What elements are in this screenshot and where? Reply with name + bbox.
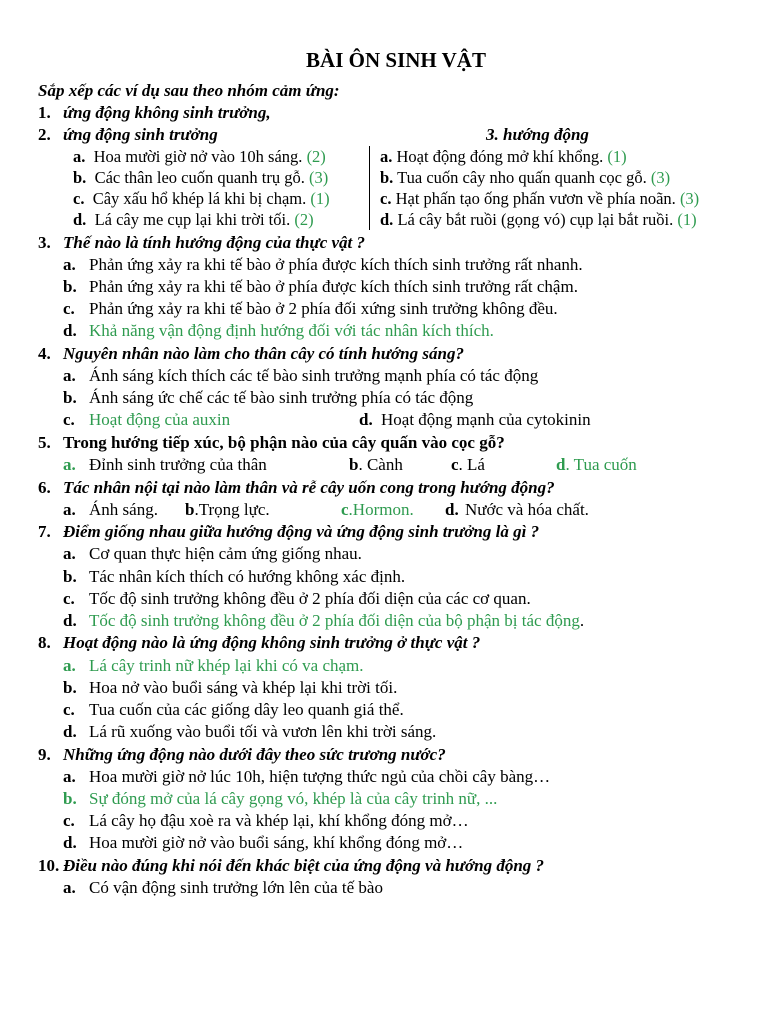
question-number: 10. bbox=[38, 855, 60, 875]
option-correct bbox=[38, 788, 768, 809]
option bbox=[445, 499, 589, 520]
option bbox=[38, 832, 768, 853]
option bbox=[38, 298, 768, 319]
option-text: Hoạt động của auxin bbox=[89, 410, 231, 430]
group-3-label: 3. hướng động bbox=[486, 125, 589, 144]
question-number: 9. bbox=[38, 744, 51, 764]
option-letter: a. bbox=[63, 655, 76, 675]
option bbox=[38, 766, 768, 787]
option-text: Sự đóng mở của lá cây gọng vó, khép là của cây trinh nữ, ... bbox=[89, 789, 498, 809]
right-item-text: Tua cuốn cây nho quấn quanh cọc gỗ. bbox=[397, 168, 647, 187]
option bbox=[38, 254, 768, 275]
option bbox=[63, 499, 185, 520]
question-text: Nguyên nhân nào làm cho thân cây có tính hướng sáng? bbox=[63, 343, 464, 363]
right-item-answer: (1) bbox=[607, 147, 627, 166]
question-number: 6. bbox=[38, 477, 51, 497]
option-letter: d. bbox=[63, 833, 77, 853]
option-tail: . bbox=[579, 610, 585, 630]
group-2-3-heading bbox=[38, 124, 768, 145]
option-letter: b bbox=[185, 499, 195, 519]
option-correct bbox=[38, 655, 768, 676]
right-item-letter: c. bbox=[380, 189, 392, 208]
option-letter: b bbox=[349, 455, 359, 474]
group-1-heading bbox=[38, 102, 768, 123]
left-item-answer: (2) bbox=[306, 147, 326, 166]
option-text: Lá rũ xuống vào buổi tối và vươn lên khi trời sáng. bbox=[89, 722, 437, 742]
left-item-text: Các thân leo cuốn quanh trụ gỗ. bbox=[94, 168, 305, 187]
option-letter: d bbox=[556, 455, 566, 474]
option-text: Lá cây trinh nữ khép lại khi có va chạm. bbox=[89, 655, 364, 675]
option-text: . Cành bbox=[358, 455, 403, 474]
left-item bbox=[73, 188, 359, 209]
left-item-letter: d. bbox=[73, 210, 87, 229]
option-letter: b. bbox=[63, 677, 77, 697]
right-item-answer: (1) bbox=[677, 210, 697, 229]
right-item-text: Hạt phấn tạo ống phấn vươn về phía noãn. bbox=[395, 189, 676, 208]
question-8 bbox=[38, 632, 768, 653]
option bbox=[38, 543, 768, 564]
option bbox=[38, 276, 768, 297]
right-item bbox=[380, 167, 740, 188]
option-text: . Lá bbox=[458, 455, 485, 474]
question-text: Hoạt động nào là ứng động không sinh trưởng ở thực vật ? bbox=[63, 633, 481, 653]
question-4 bbox=[38, 343, 768, 364]
option-text: Phản ứng xảy ra khi tế bào ở 2 phía đối xứng sinh trưởng không đều. bbox=[89, 299, 558, 319]
right-item bbox=[380, 146, 740, 167]
option-text: Tốc độ sinh trưởng không đều ở 2 phía đối diện của các cơ quan. bbox=[89, 588, 531, 608]
option-letter: d. bbox=[445, 499, 459, 519]
option-letter: b. bbox=[63, 566, 77, 586]
option bbox=[451, 454, 556, 475]
option bbox=[185, 499, 341, 520]
option-letter: c. bbox=[63, 299, 75, 319]
question-7 bbox=[38, 521, 768, 542]
option-letter: c. bbox=[63, 811, 75, 831]
group-1-label: ứng động không sinh trưởng, bbox=[63, 103, 271, 122]
question-text: Tác nhân nội tại nào làm thân và rễ cây uốn cong trong hướng động? bbox=[63, 477, 555, 497]
group-1-number: 1. bbox=[38, 103, 51, 122]
option-letter: a. bbox=[63, 499, 76, 519]
option-row bbox=[38, 499, 768, 520]
option-text: Lá cây họ đậu xoè ra và khép lại, khí khổng đóng mở… bbox=[89, 811, 469, 831]
option-text: Hoa mười giờ nở vào buổi sáng, khí khổng đóng mở… bbox=[89, 833, 464, 853]
right-item bbox=[380, 209, 740, 230]
left-item-letter: a. bbox=[73, 147, 86, 166]
option bbox=[38, 677, 768, 698]
left-item-answer: (2) bbox=[294, 210, 314, 229]
question-number: 3. bbox=[38, 232, 51, 252]
option bbox=[63, 454, 349, 475]
option-text: Hoạt động mạnh của cytokinin bbox=[381, 410, 591, 430]
option-letter: d. bbox=[63, 321, 77, 341]
question-6 bbox=[38, 477, 768, 498]
right-item-letter: a. bbox=[380, 147, 393, 166]
option-letter: a. bbox=[63, 878, 76, 898]
option-text: Cơ quan thực hiện cảm ứng giống nhau. bbox=[89, 544, 362, 564]
option bbox=[38, 387, 768, 408]
option-correct bbox=[38, 320, 768, 341]
option-letter: a. bbox=[63, 455, 76, 474]
option-text: Hoa nở vào buổi sáng và khép lại khi trời tối. bbox=[89, 677, 398, 697]
right-item-answer: (3) bbox=[650, 168, 671, 187]
option-text: .Trọng lực. bbox=[194, 499, 270, 519]
option-text: . Tua cuốn bbox=[565, 455, 637, 474]
question-10 bbox=[38, 855, 768, 876]
left-item-text: Lá cây me cụp lại khi trời tối. bbox=[94, 210, 291, 229]
option bbox=[38, 566, 768, 587]
option bbox=[38, 877, 768, 898]
group-2-label: ứng động sinh trưởng bbox=[63, 125, 218, 144]
question-text: Những ứng động nào dưới đây theo sức trương nước? bbox=[63, 744, 446, 764]
right-column bbox=[370, 146, 740, 230]
option-letter: c. bbox=[63, 588, 75, 608]
option-correct bbox=[38, 610, 768, 631]
option-letter: a. bbox=[63, 766, 76, 786]
question-number: 5. bbox=[38, 432, 51, 452]
question-text: Trong hướng tiếp xúc, bộ phận nào của cây quấn vào cọc gỗ? bbox=[63, 432, 505, 452]
option bbox=[38, 588, 768, 609]
option bbox=[38, 365, 768, 386]
left-item-letter: c. bbox=[73, 189, 85, 208]
question-5 bbox=[38, 432, 768, 453]
left-item bbox=[73, 209, 359, 230]
option-text: Hoa mười giờ nở lúc 10h, hiện tượng thức ngủ của chồi cây bàng… bbox=[89, 766, 551, 786]
option bbox=[38, 699, 768, 720]
option bbox=[349, 454, 451, 475]
option-letter: d. bbox=[63, 722, 77, 742]
option bbox=[38, 721, 768, 742]
option-letter: c bbox=[451, 455, 459, 474]
question-number: 4. bbox=[38, 343, 51, 363]
option-text: Khả năng vận động định hướng đối với tác nhân kích thích. bbox=[89, 321, 494, 341]
right-item-letter: d. bbox=[380, 210, 394, 229]
question-3 bbox=[38, 232, 768, 253]
option bbox=[38, 810, 768, 831]
option-row bbox=[38, 454, 768, 475]
page-title: BÀI ÔN SINH VẬT bbox=[306, 48, 486, 72]
option-correct bbox=[63, 409, 359, 430]
right-item-text: Lá cây bắt ruồi (gọng vó) cụp lại bắt ruồi. bbox=[397, 210, 674, 229]
instruction: Sắp xếp các ví dụ sau theo nhóm cảm ứng: bbox=[38, 81, 340, 100]
left-item-answer: (3) bbox=[309, 168, 329, 187]
question-text: Thế nào là tính hướng động của thực vật ? bbox=[63, 232, 366, 252]
option-text: Nước và hóa chất. bbox=[465, 499, 589, 519]
question-number: 8. bbox=[38, 633, 51, 653]
option-letter: a. bbox=[63, 254, 76, 274]
right-item-letter: b. bbox=[380, 168, 394, 187]
option-letter: b. bbox=[63, 388, 77, 408]
option-text: Có vận động sinh trưởng lớn lên của tế bào bbox=[89, 878, 383, 898]
question-text: Điều nào đúng khi nói đến khác biệt của ứng động và hướng động ? bbox=[63, 855, 545, 875]
classification-table bbox=[38, 146, 768, 230]
right-item-text: Hoạt động đóng mở khí khổng. bbox=[396, 147, 604, 166]
option-text: Tua cuốn của các giống dây leo quanh giá thể. bbox=[89, 700, 404, 719]
option-letter: c. bbox=[63, 700, 75, 719]
left-item-answer: (1) bbox=[310, 189, 330, 208]
right-item-answer: (3) bbox=[679, 189, 700, 208]
option-text: Đỉnh sinh trưởng của thân bbox=[89, 455, 267, 474]
option-correct bbox=[341, 499, 445, 520]
option-row bbox=[38, 409, 768, 430]
option-correct bbox=[556, 454, 637, 475]
option-letter: c. bbox=[63, 410, 75, 430]
option bbox=[359, 409, 591, 430]
option-text: Ánh sáng. bbox=[89, 499, 158, 519]
option-letter: d. bbox=[63, 610, 77, 630]
group-2-number: 2. bbox=[38, 125, 51, 144]
option-letter: b. bbox=[63, 789, 77, 809]
option-text: Ánh sáng kích thích các tế bào sinh trưởng mạnh phía có tác động bbox=[89, 365, 539, 385]
option-letter: c bbox=[341, 499, 349, 519]
left-item-text: Cây xấu hổ khép lá khi bị chạm. bbox=[92, 189, 307, 208]
left-item-text: Hoa mười giờ nở vào 10h sáng. bbox=[93, 147, 303, 166]
left-item bbox=[73, 167, 359, 188]
right-item bbox=[380, 188, 740, 209]
option-text: Phản ứng xảy ra khi tế bào ở phía được kích thích sinh trưởng rất chậm. bbox=[89, 276, 578, 296]
left-item bbox=[73, 146, 359, 167]
option-text: Tác nhân kích thích có hướng không xác định. bbox=[89, 566, 406, 586]
option-letter: a. bbox=[63, 544, 76, 564]
left-item-letter: b. bbox=[73, 168, 87, 187]
question-9 bbox=[38, 744, 768, 765]
option-letter: b. bbox=[63, 276, 77, 296]
question-number: 7. bbox=[38, 522, 51, 542]
option-text: .Hormon. bbox=[348, 499, 414, 519]
option-text: Tốc độ sinh trưởng không đều ở 2 phía đối diện của bộ phận bị tác động bbox=[89, 610, 580, 630]
question-text: Điểm giống nhau giữa hướng động và ứng động sinh trưởng là gì ? bbox=[63, 522, 540, 542]
option-letter: a. bbox=[63, 365, 76, 385]
option-text: Phản ứng xảy ra khi tế bào ở phía được kích thích sinh trưởng rất nhanh. bbox=[89, 254, 583, 274]
option-letter: d. bbox=[359, 410, 373, 430]
option-text: Ánh sáng ức chế các tế bào sinh trưởng phía có tác động bbox=[89, 388, 474, 408]
left-column bbox=[38, 146, 370, 230]
